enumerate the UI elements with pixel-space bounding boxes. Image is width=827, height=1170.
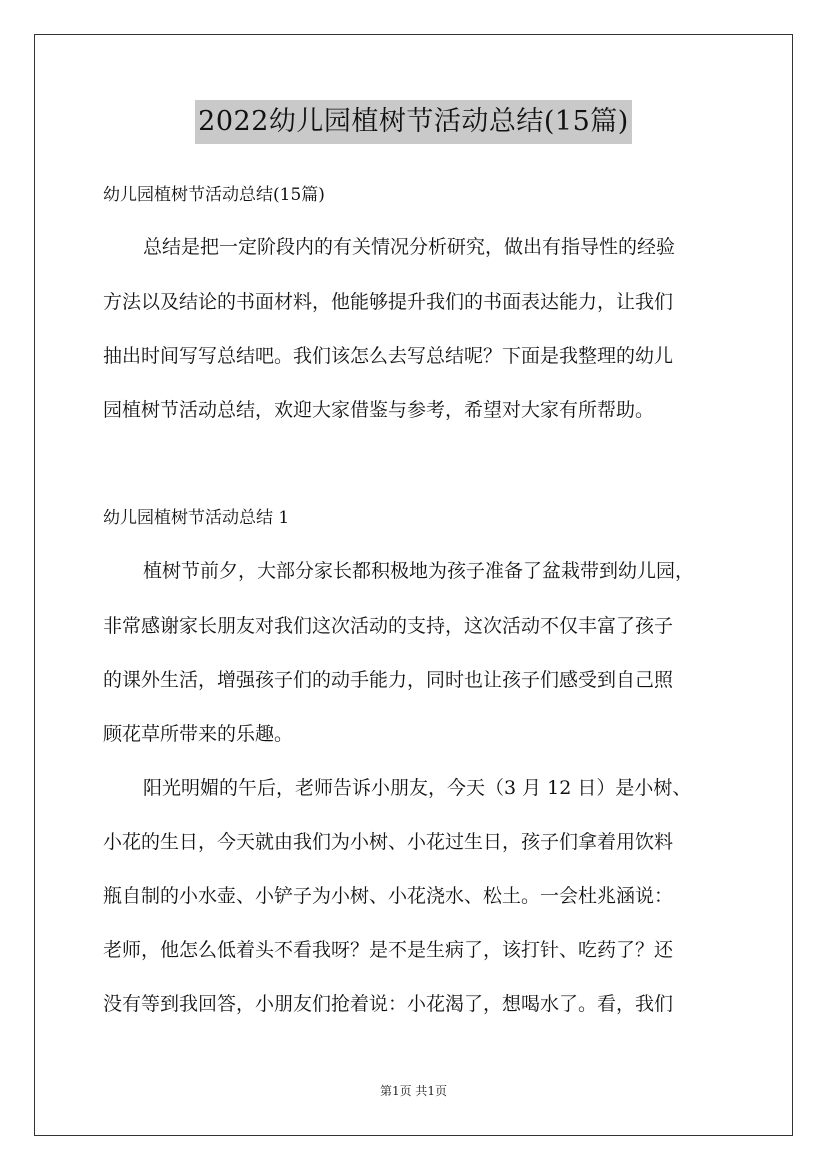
section1-para2-line-3: 瓶自制的小水壶、小铲子为小树、小花浇水、松土。一会杜兆涵说： (103, 885, 674, 907)
intro-line-4: 园植树节活动总结，欢迎大家借鉴与参考，希望对大家有所帮助。 (103, 399, 655, 421)
section1-para1-line-4: 顾花草所带来的乐趣。 (103, 723, 294, 745)
intro-line-1: 总结是把一定阶段内的有关情况分析研究，做出有指导性的经验 (143, 236, 676, 258)
section1-para1-line-1: 植树节前夕，大部分家长都积极地为孩子准备了盆栽带到幼儿园， (143, 560, 695, 582)
intro-line-2: 方法以及结论的书面材料，他能够提升我们的书面表达能力，让我们 (103, 291, 674, 313)
section1-para2-line-5: 没有等到我回答，小朋友们抢着说：小花渴了，想喝水了。看，我们 (103, 993, 674, 1015)
intro-line-3: 抽出时间写写总结吧。我们该怎么去写总结呢？下面是我整理的幼儿 (103, 345, 674, 367)
document-subtitle: 幼儿园植树节活动总结(15篇) (103, 185, 325, 205)
section1-para2-line-2: 小花的生日，今天就由我们为小树、小花过生日，孩子们拿着用饮料 (103, 831, 674, 853)
section-heading-1: 幼儿园植树节活动总结 1 (103, 508, 290, 528)
document-title (0, 100, 827, 144)
section1-para1-line-2: 非常感谢家长朋友对我们这次活动的支持，这次活动不仅丰富了孩子 (103, 615, 674, 637)
page-footer: 第1页 共1页 (379, 1084, 448, 1098)
section1-para2-line-4: 老师，他怎么低着头不看我呀？是不是生病了，该打针、吃药了？还 (103, 939, 674, 961)
document-title-text: 2022幼儿园植树节活动总结(15篇) (195, 100, 632, 144)
section1-para1-line-3: 的课外生活，增强孩子们的动手能力，同时也让孩子们感受到自己照 (103, 669, 674, 691)
section1-para2-line-1: 阳光明媚的午后，老师告诉小朋友，今天（3 月 12 日）是小树、 (143, 777, 692, 799)
